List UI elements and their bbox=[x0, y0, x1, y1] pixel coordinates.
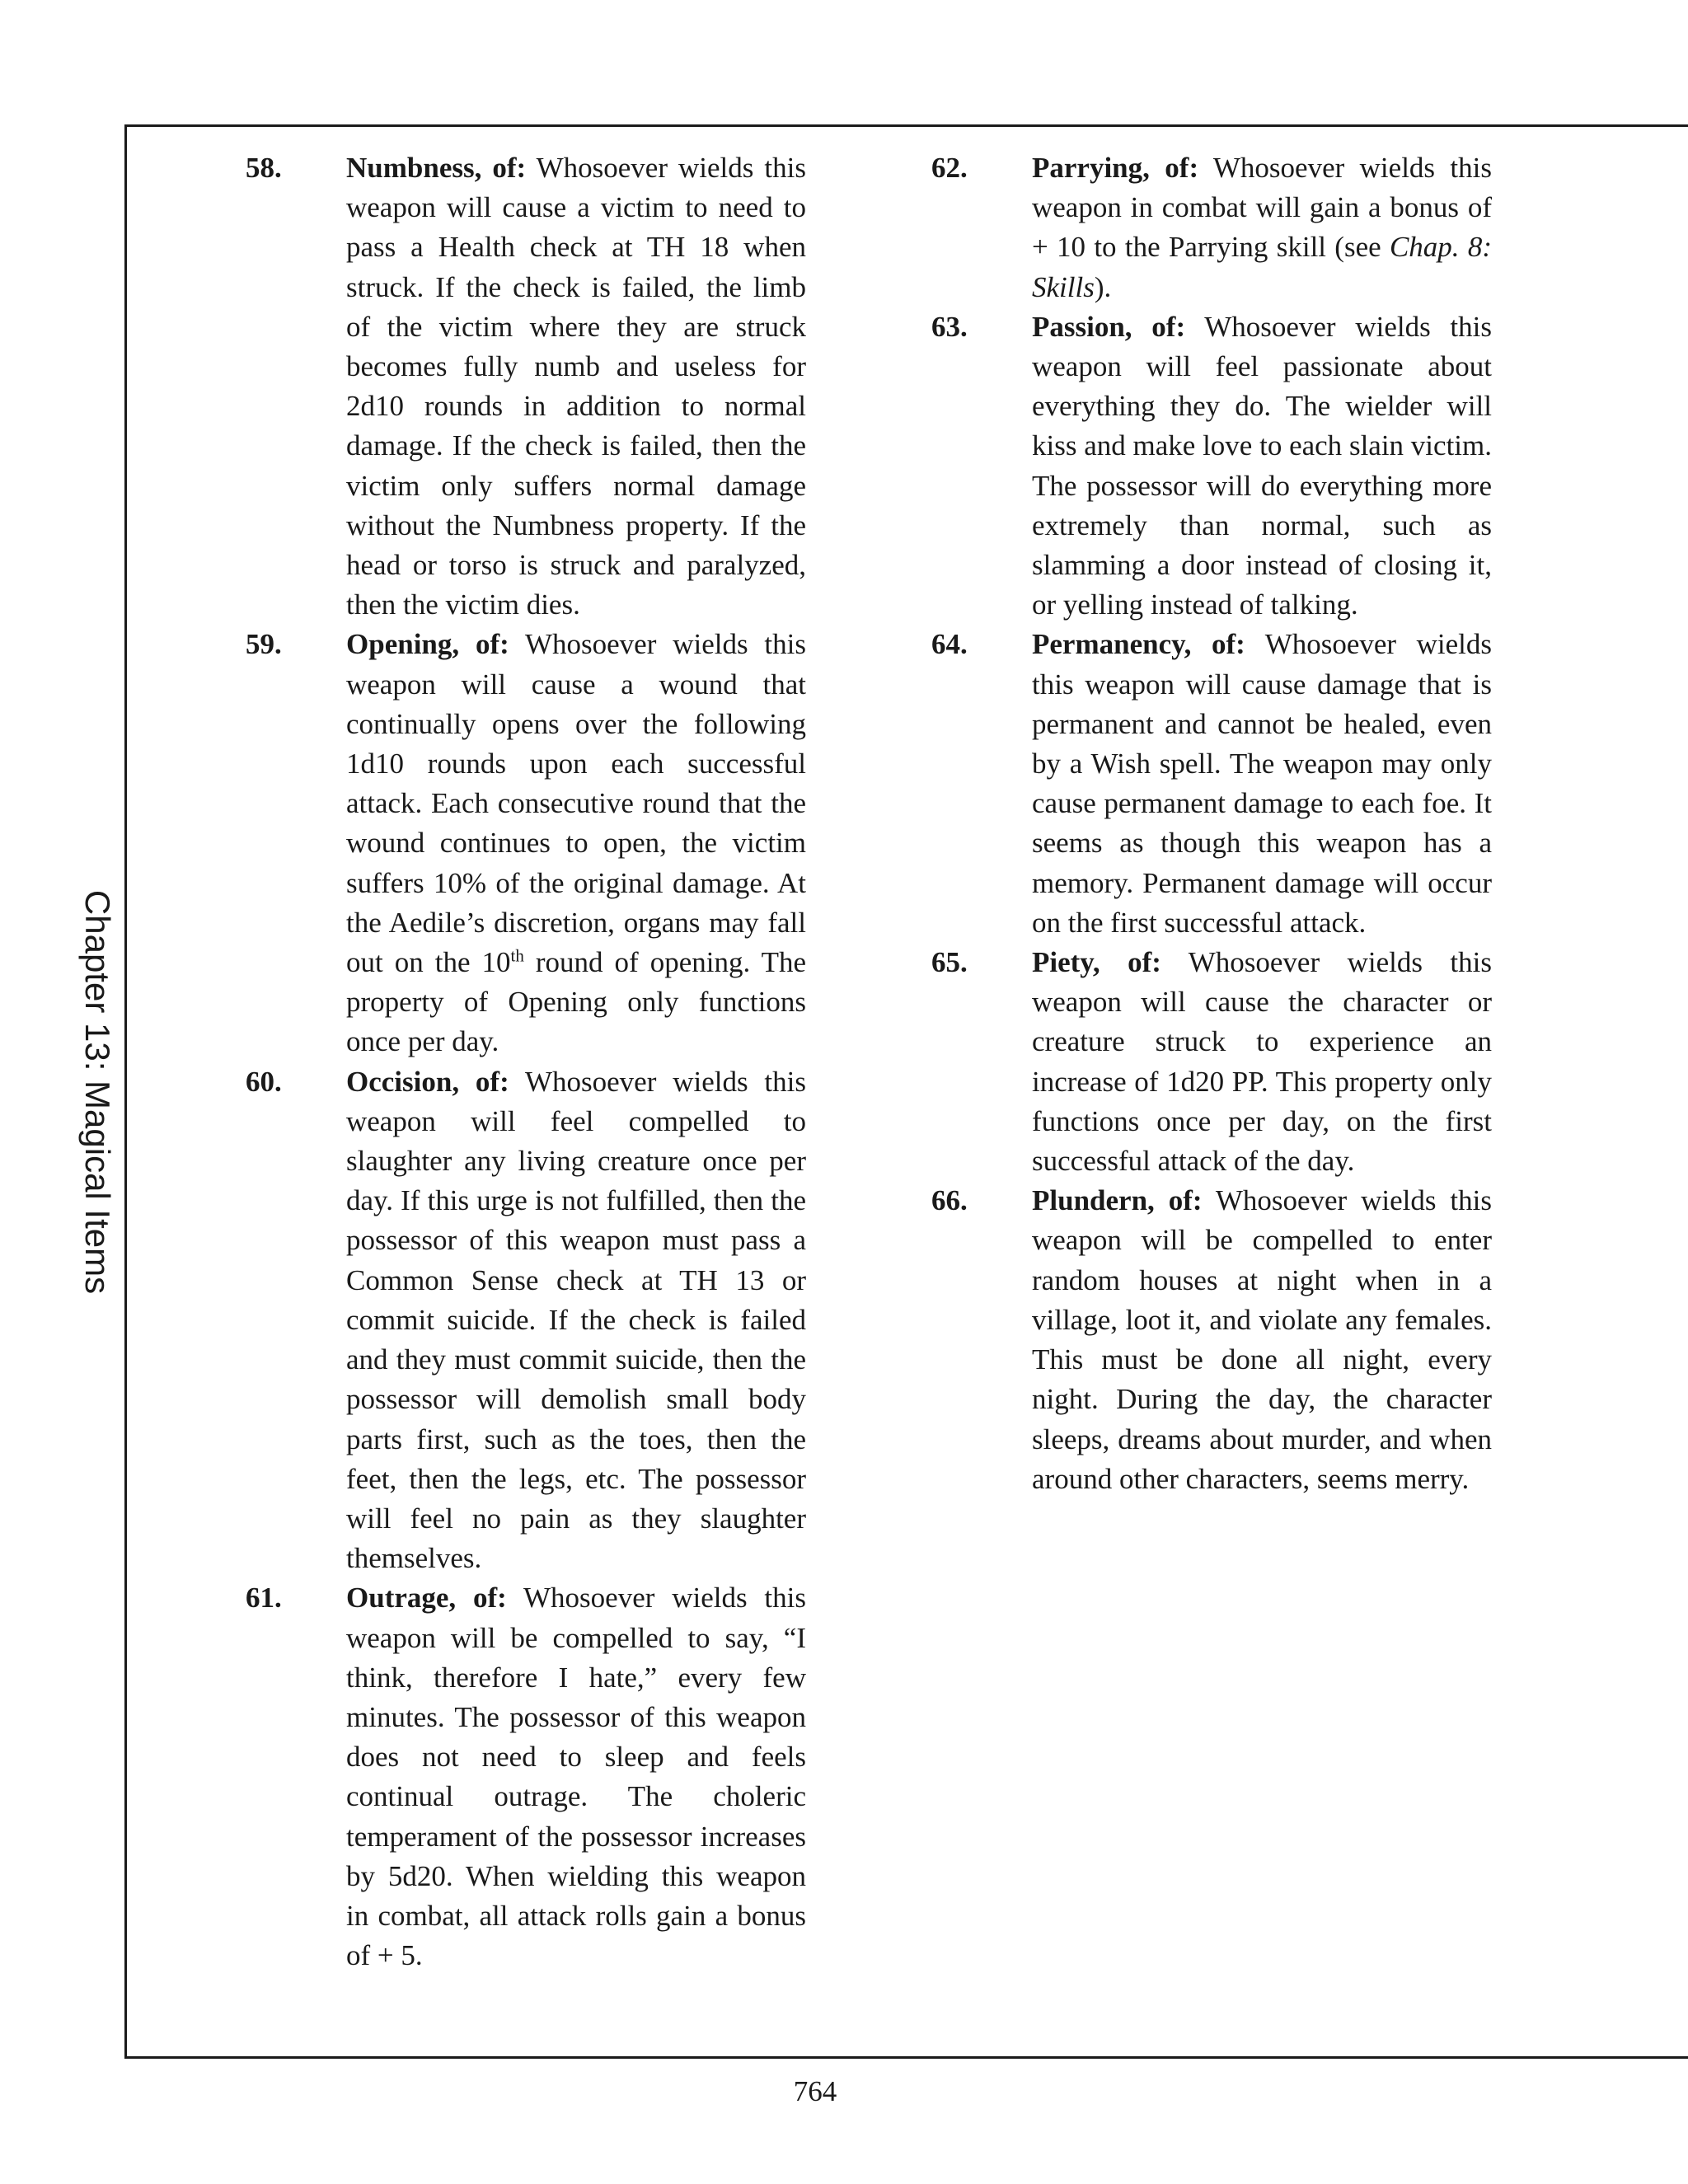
entry-number: 63. bbox=[931, 310, 968, 343]
right-column bbox=[931, 148, 1492, 1499]
entry-body bbox=[1032, 943, 1492, 1181]
left-column bbox=[246, 148, 806, 1975]
entry-number: 64. bbox=[931, 628, 968, 661]
entry-body bbox=[1032, 148, 1492, 307]
entry-62 bbox=[931, 148, 1492, 307]
entry-66 bbox=[931, 1181, 1492, 1499]
entry-59 bbox=[246, 625, 806, 1062]
page-number: 764 bbox=[793, 2075, 837, 2107]
entry-text-continued: ). bbox=[1094, 270, 1112, 303]
entry-number: 58. bbox=[246, 152, 282, 184]
entry-name: Outrage, of: bbox=[346, 1582, 507, 1615]
entry-name: Occision, of: bbox=[346, 1065, 509, 1098]
chapter-reference: Chap. 8: Skills bbox=[1032, 231, 1492, 303]
entry-text: Whosoever wields this weapon will cause damage that is permanent and cannot be healed, even by a Wish spell. The weapon may only cause permanent damage to each foe. It seems as though this weapon has a memory. Permanent damage will occur on the first successful attack. bbox=[1032, 628, 1492, 939]
entry-body bbox=[346, 1062, 806, 1579]
entry-65 bbox=[931, 943, 1492, 1181]
entry-58 bbox=[246, 148, 806, 625]
entry-name: Permanency, of: bbox=[1032, 628, 1245, 661]
entry-61 bbox=[246, 1578, 806, 1975]
entry-body bbox=[1032, 307, 1492, 626]
entry-text: Whosoever wields this weapon will feel compelled to slaughter any living creature once per day. If this urge is not fulfilled, then the possessor of this weapon must pass a Common Sense check at TH 13 or commit suicide. If the check is failed and they must commit suicide, then the possessor will demolish small body parts first, such as the toes, then the feet, then the legs, etc. The possessor will feel no pain as they slaughter themselves. bbox=[346, 1065, 807, 1575]
entry-text: Whosoever wields this weapon will feel passionate about everything they do. The wielder will kiss and make love to each slain victim. The possessor will do everything more extremely than normal, such as slamming a door instead of closing it, or yelling instead of talking. bbox=[1032, 310, 1492, 621]
entry-body bbox=[346, 1578, 806, 1975]
entry-63 bbox=[931, 307, 1492, 626]
entry-text: Whosoever wields this weapon will cause a wound that continually opens over the following 1d10 rounds upon each successful attack. Each consecutive round that the wound continues to open, the victim suffers 10% of the original damage. At the Aedile’s discretion, organs may fall out on the 10 bbox=[346, 628, 806, 979]
entry-number: 65. bbox=[931, 946, 968, 979]
entry-name: Plundern, of: bbox=[1032, 1184, 1203, 1217]
entry-text: Whosoever wields this weapon in combat will gain a bonus of + 10 to the Parrying skill (see bbox=[1032, 152, 1493, 264]
entry-body bbox=[346, 625, 806, 1062]
entry-text: Whosoever wields this weapon will cause the character or creature struck to experience an increase of 1d20 PP. This property only functions once per day, on the first successful attack of the day. bbox=[1032, 946, 1492, 1178]
entry-name: Parrying, of: bbox=[1032, 152, 1199, 184]
entry-text-continued: round of opening. The property of Opening only functions once per day. bbox=[346, 946, 806, 1058]
entry-number: 66. bbox=[931, 1184, 968, 1217]
entry-body bbox=[1032, 625, 1492, 943]
entry-64 bbox=[931, 625, 1492, 943]
entry-body bbox=[346, 148, 806, 625]
entry-text: Whosoever wields this weapon will be compelled to say, “I think, therefore I hate,” every few minutes. The possessor of this weapon does not need to sleep and feels continual outrage. The choleric temperament of the possessor increases by 5d20. When wielding this weapon in combat, all attack rolls gain a bonus of + 5. bbox=[346, 1582, 806, 1972]
entry-name: Numbness, of: bbox=[346, 152, 527, 184]
chapter-title: Chapter 13: Magical Items bbox=[78, 889, 117, 1295]
entry-body bbox=[1032, 1181, 1492, 1499]
ordinal-suffix: th bbox=[510, 945, 524, 966]
entry-name: Passion, of: bbox=[1032, 310, 1186, 343]
entry-text: Whosoever wields this weapon will cause a victim to need to pass a Health check at TH 18 when struck. If the check is failed, the limb of the victim where they are struck becomes fully numb and useless for 2d10 rounds in addition to normal damage. If the check is failed, then the victim only suffers normal damage without the Numbness property. If the head or torso is struck and paralyzed, then the victim dies. bbox=[346, 152, 806, 621]
entry-text: Whosoever wields this weapon will be compelled to enter random houses at night when in a village, loot it, and violate any females. This must be done all night, every night. During the day, the character sleeps, dreams about murder, and when around other characters, seems merry. bbox=[1032, 1184, 1492, 1495]
entry-number: 62. bbox=[931, 152, 968, 184]
entry-name: Opening, of: bbox=[346, 628, 509, 661]
entry-60 bbox=[246, 1062, 806, 1579]
entry-name: Piety, of: bbox=[1032, 946, 1161, 979]
entry-number: 59. bbox=[246, 628, 282, 661]
entry-number: 61. bbox=[246, 1582, 282, 1615]
entry-number: 60. bbox=[246, 1065, 282, 1098]
